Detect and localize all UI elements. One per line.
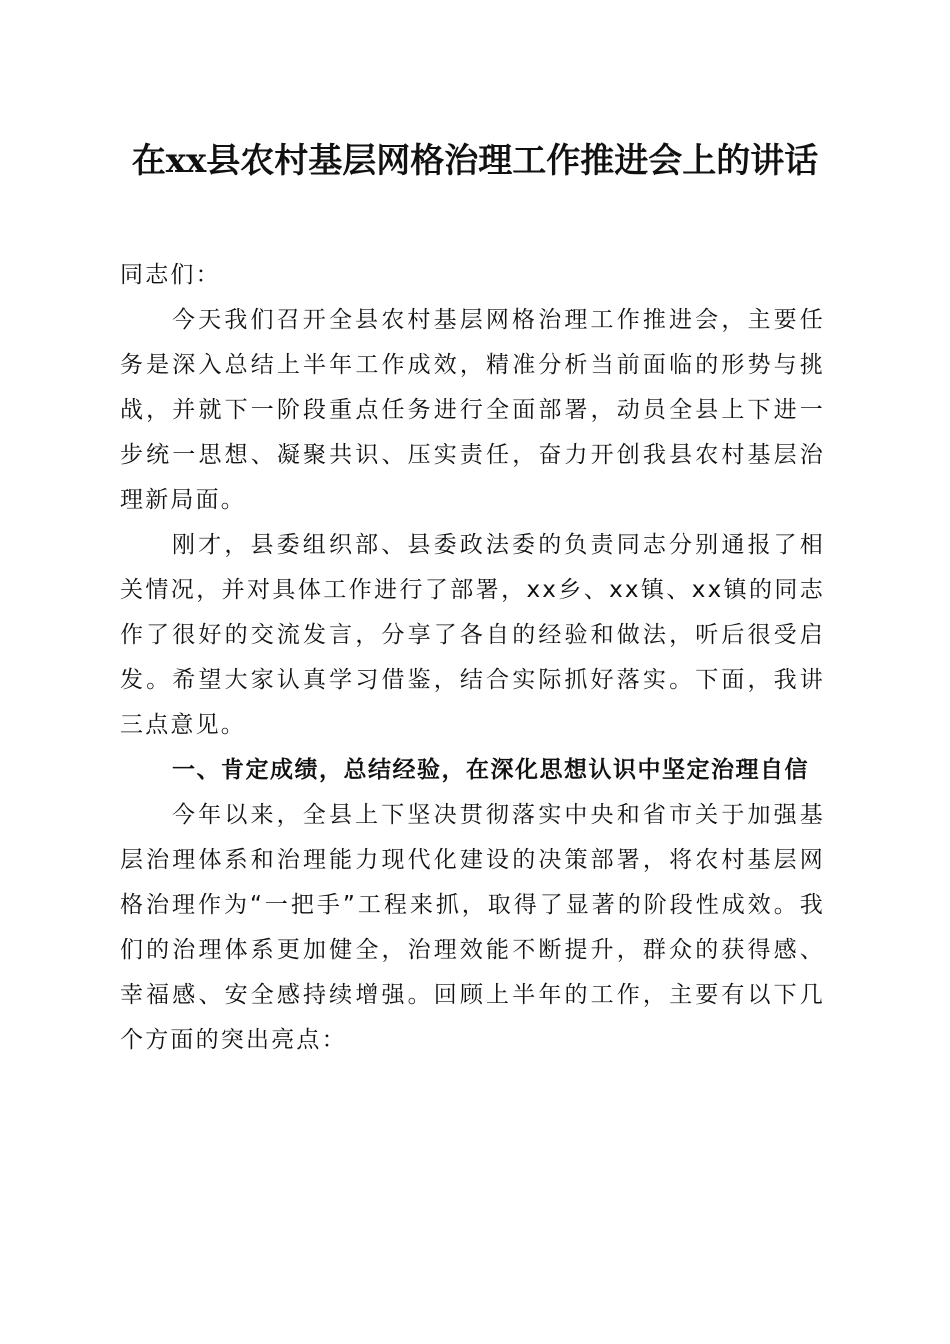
section-heading: 一、肯定成绩，总结经验，在深化思想认识中坚定治理自信 xyxy=(172,757,809,783)
paragraph-review: 刚才，县委组织部、县委政法委的负责同志分别通报了相关情况，并对具体工作进行了部署，xx乡、xx镇、xx镇的同志作了很好的交流发言，分享了各自的经验和做法，听后很受启发。希望大家认真学习借鉴，结合实际抓好落实。下面，我讲三点意见。 xyxy=(120,532,825,738)
document-body xyxy=(120,253,825,1063)
salutation: 同志们： xyxy=(120,262,221,288)
document-title: 在xx县农村基层网格治理工作推进会上的讲话 xyxy=(131,141,819,181)
section-paragraph: 今年以来，全县上下坚决贯彻落实中央和省市关于加强基层治理体系和治理能力现代化建设的决策部署，将农村基层网格治理作为“一把手”工程来抓，取得了显著的阶段性成效。我们的治理体系更加健全，治理效能不断提升，群众的获得感、幸福感、安全感持续增强。回顾上半年的工作，主要有以下几个方面的突出亮点： xyxy=(120,802,825,1053)
paragraph-intro: 今天我们召开全县农村基层网格治理工作推进会，主要任务是深入总结上半年工作成效，精准分析当前面临的形势与挑战，并就下一阶段重点任务进行全面部署，动员全县上下进一步统一思想、凝聚共识、压实责任，奋力开创我县农村基层治理新局面。 xyxy=(120,307,825,513)
